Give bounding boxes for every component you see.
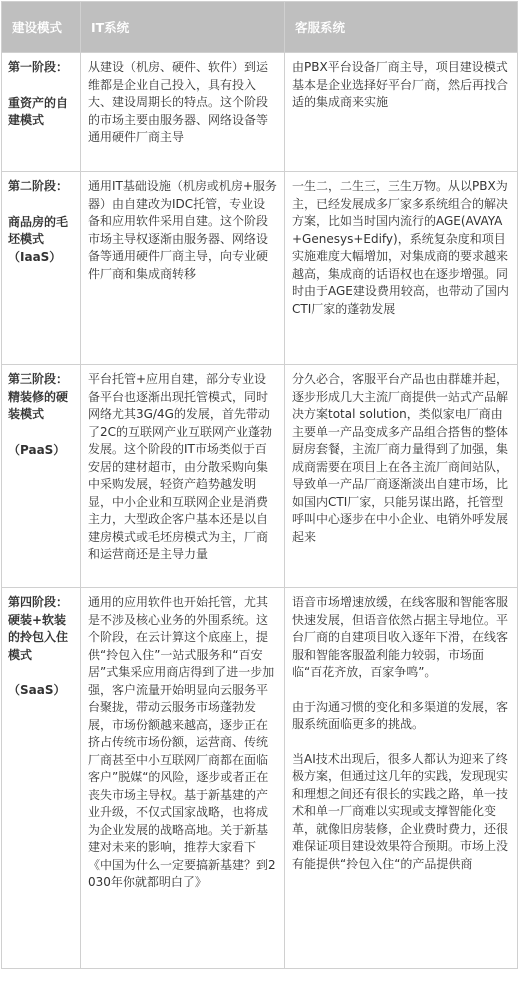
it-description: 通用IT基础设施（机房或机房+服务器）由自建改为IDC托管，专业设备和应用软件采用自建。这个阶段市场主导权逐渐由服务器、网络设备等通用硬件厂商主导，向专业硬件厂商和集成商转移 [88,179,277,281]
stage-label: 第一阶段： [8,60,69,74]
table-row [2,365,518,588]
stage-cell [2,172,81,365]
stage-model: 商品房的毛坯模式（IaaS） [8,214,69,264]
cs-cell [285,365,518,588]
cs-paragraph: 由PBX平台设备厂商主导，项目建设模式基本是企业选择好平台厂商，然后再找合适的集成商来实施 [292,60,509,109]
it-cell [81,365,285,588]
cs-paragraph: 由于沟通习惯的变化和多渠道的发展，客服系统面临更多的挑战。 [292,699,509,731]
header-cs-system: 客服系统 [285,2,518,53]
stage-model: 重资产的自建模式 [8,95,69,127]
header-build-mode: 建设模式 [2,2,81,53]
cs-paragraph: 一生二，二生三，三生万物。从以PBX为主，已经发展成多厂家多系统组合的解决方案，比如当时国内流行的AGE(AVAYA+Genesys+Edify)，系统复杂度和项目实施难度大幅增加，对集成商的要求越来越高，集成商的话语权也在逐步增强。同时由于AGE建设费用较高，也带动了国内CTI厂家的蓬勃发展 [292,179,509,316]
it-description: 通用的应用软件也开始托管，尤其是不涉及核心业务的外围系统。这个阶段，在云计算这个底座上，提供“拎包入住”一站式服务和“百安居”式集采应用商店得到了进一步加强，客户流量开始明显向云服务平台聚拢，带动云服务市场蓬勃发展，市场份额越来越高，逐步正在挤占传统市场份额，运营商、传统厂商甚至中小互联网厂商都在面临客户”脱媒“的风险，逐步或者正在丧失市场主导权。基于新基建的产业升级，不仅式国家战略，也将成为企业发展的战略高地。关于新基建对未来的影响，推荐大家看下《中国为什么一定要搞新基建？到2030年你就都明白了》 [88,595,276,889]
stage-cell [2,53,81,172]
it-description: 从建设（机房、硬件、软件）到运维都是企业自己投入，具有投入大、建设周期长的特点。这个阶段的市场主要由服务器、网络设备等通用硬件厂商主导 [88,60,269,144]
table-row [2,172,518,365]
table-row [2,53,518,172]
stage-label: 第二阶段： [8,179,69,193]
it-cell [81,588,285,969]
cs-cell [285,53,518,172]
stage-cell [2,365,81,588]
it-cell [81,53,285,172]
stage-label: 第四阶段：硬装+软装的拎包入住模式 [8,595,69,662]
stage-cell [2,588,81,969]
stage-model: （SaaS） [8,683,66,697]
it-description: 平台托管+应用自建，部分专业设备平台也逐渐出现托管模式，同时网络尤其3G/4G的发展，首先带动了2C的互联网产业互联网产业蓬勃发展。这个阶段的IT市场类似于百安居的建材超市，由分散采购向集中采购发展，轻资产趋势越发明显，中小企业和互联网企业是消费主力，大型政企客户基本还是以自建房模式或毛坯房模式为主，厂商和运营商还是主导力量 [88,372,273,561]
cs-paragraph: 分久必合，客服平台产品也由群雄并起，逐步形成几大主流厂商提供一站式产品解决方案total solution，类似家电厂商由主要单一产品变成多产品组合搭售的整体厨房套餐，主流厂商力量得到了加强，集成商需要在项目上在各主流厂商间站队，导致单一产品厂商逐渐淡出自建市场，比如国内CTI厂家，只能另谋出路，托管型呼叫中心逐步在中小企业、电销外呼发展起来 [292,372,509,544]
comparison-table [1,1,518,969]
it-cell [81,172,285,365]
table-header-row [2,2,518,53]
stage-label: 第三阶段：精装修的硬装模式 [8,372,69,421]
cs-paragraph: 当AI技术出现后，很多人都认为迎来了终极方案，但通过这几年的实践，发现现实和理想之间还有很长的实践之路，单一技术和单一厂商难以实现或支撑智能化变革，就像旧房装修，企业费时费力，还很难保证项目建设效果符合预期。市场上没有能提供“拎包入住“的产品提供商 [292,751,509,871]
cs-cell [285,172,518,365]
cs-cell [285,588,518,969]
table-row [2,588,518,969]
header-it-system: IT系统 [81,2,285,53]
stage-model: （PaaS） [8,442,66,457]
cs-paragraph: 语音市场增速放缓，在线客服和智能客服快速发展，但语音依然占据主导地位。平台厂商的自建项目收入逐年下滑，在线客服和智能客服盈利能力较弱，市场面临“百花齐放，百家争鸣”。 [292,595,509,679]
comparison-table-wrapper [1,1,517,988]
